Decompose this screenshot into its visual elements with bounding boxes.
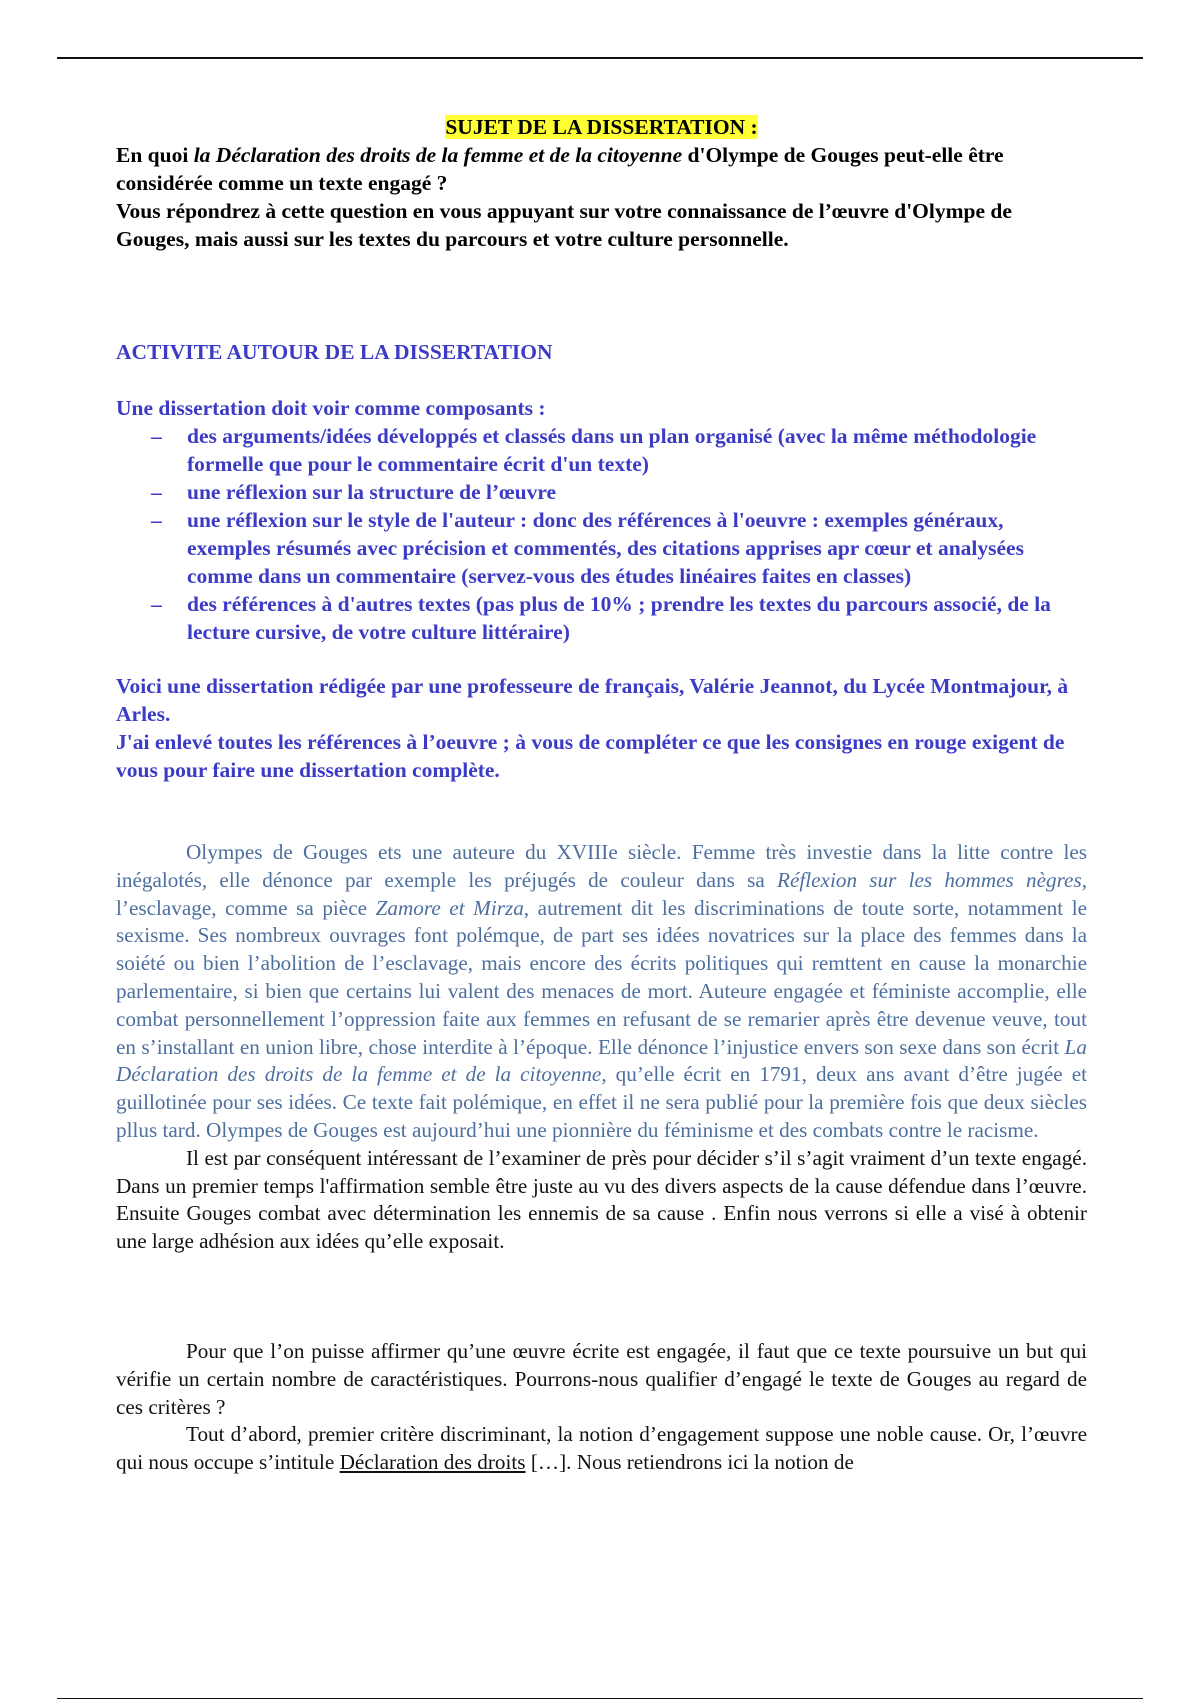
bottom-rule	[57, 1698, 1143, 1699]
paragraph-gap	[116, 1256, 1087, 1338]
essay-text: , l’esclavage, comme sa pièce	[116, 867, 1088, 920]
title-highlight: SUJET DE LA DISSERTATION :	[445, 115, 758, 139]
essay-first-criterion	[116, 1421, 1087, 1477]
essay-text: Tout d’abord, premier critère discriminant, la notion d’engagement suppose une noble cause. Or, l’œuvre qui nous occupe s’intitule	[116, 1422, 1087, 1475]
essay-part-intro: Pour que l’on puisse affirmer qu’une œuvre écrite est engagée, il faut que ce texte poursuive un but qui vérifie un certain nombre de caractéristiques. Pourrons-nous qualifier d’engagé le texte de Gouges au regard de ces critères ?	[116, 1338, 1087, 1419]
question-text-1: En quoi	[116, 143, 194, 167]
essay-introduction	[116, 839, 1087, 1145]
document-page	[116, 113, 1087, 1477]
essay-text: , autrement dit les discriminations de toute sorte, notamment le sexisme. Ses nombreux ouvrages font polémque, de part ses idées novatrices sur la place des femmes dans la soiété ou bien l’abolition de l’esclavage, mais encore des écrits politiques qui remttent en cause la monarchie parlementaire, si bien que certains lui valent des menaces de mort. Auteure engagée et féministe accomplie, elle combat personnellement l’oppression faite aux femmes en refusant de se remarier après être devenue veuve, tout en s’installant en union libre, chose interdite à l’époque. Elle dénonce l’injustice envers son sexe dans son écrit	[116, 895, 1087, 1059]
list-item: – une réflexion sur le style de l'auteur : donc des références à l'oeuvre : exemples généraux, exemples résumés avec précision et commentés, des citations apprises apr cœur et analysées comme dans un commentaire (servez-vous des études linéaires faites en classes)	[187, 506, 1087, 590]
essay-problematic: Il est par conséquent intéressant de l’examiner de près pour décider s’il s’agit vraiment d’un texte engagé. Dans un premier temps l'affirmation semble être juste au vu des divers aspects de la cause défendue dans l’œuvre. Ensuite Gouges combat avec détermination les ennemis de sa cause . Enfin nous verrons si elle a visé à obtenir une large adhésion aux idées qu’elle exposait.	[116, 1145, 1087, 1254]
dissertation-question	[116, 141, 1087, 197]
list-item: – des arguments/idées développés et classés dans un plan organisé (avec la même méthodologie formelle que pour le commentaire écrit d'un texte)	[187, 422, 1087, 478]
essay-text: Olympes de Gouges ets une auteure du XVIIIe siècle. Femme très investie dans la litte contre les inégalotés, elle dénonce par exemple les préjugés de couleur dans sa	[116, 840, 1087, 892]
voici-note: Voici une dissertation rédigée par une professeure de français, Valérie Jeannot, du Lycée Montmajour, à Arles.	[116, 674, 1069, 726]
components-intro: Une dissertation doit voir comme composants :	[116, 396, 546, 420]
components-list	[116, 422, 1087, 646]
essay-work-declaration: La Déclaration des droits de la femme et de la citoyenne	[116, 1034, 1087, 1087]
activity-heading: ACTIVITE AUTOUR DE LA DISSERTATION	[116, 340, 553, 364]
essay-text: […]. Nous retiendrons ici la notion de	[525, 1450, 854, 1475]
underlined-title: Déclaration des droits	[339, 1450, 526, 1475]
references-note: J'ai enlevé toutes les références à l’oeuvre ; à vous de compléter ce que les consignes en rouge exigent de vous pour faire une dissertation complète.	[116, 730, 1065, 782]
question-instructions: Vous répondrez à cette question en vous appuyant sur votre connaissance de l’œuvre d'Olympe de Gouges, mais aussi sur les textes du parcours et votre culture personnelle.	[116, 199, 1012, 251]
essay-work-reflexion: Réflexion sur les hommes nègres	[777, 867, 1082, 892]
essay-text: , qu’elle écrit en 1791, deux ans avant d’être jugée et guillotinée pour ses idées. Ce texte fait polémique, en effet il ne sera publié pour la première fois que deux siècles pllus tard. Olympes de Gouges est aujourd’hui une pionnière du féminisme et des combats contre le racisme.	[116, 1062, 1088, 1142]
essay-body	[116, 839, 1087, 1477]
essay-work-zamore: Zamore et Mirza	[375, 895, 524, 920]
question-text-2: d'Olympe de Gouges peut-elle être considérée comme un texte engagé ?	[116, 143, 1004, 195]
top-rule	[57, 57, 1143, 59]
list-item: – des références à d'autres textes (pas plus de 10% ; prendre les textes du parcours associé, de la lecture cursive, de votre culture littéraire)	[187, 590, 1087, 646]
question-work-title: la Déclaration des droits de la femme et de la citoyenne	[193, 143, 683, 167]
dissertation-title	[116, 113, 1087, 141]
list-item: – une réflexion sur la structure de l’œuvre	[187, 478, 1087, 506]
